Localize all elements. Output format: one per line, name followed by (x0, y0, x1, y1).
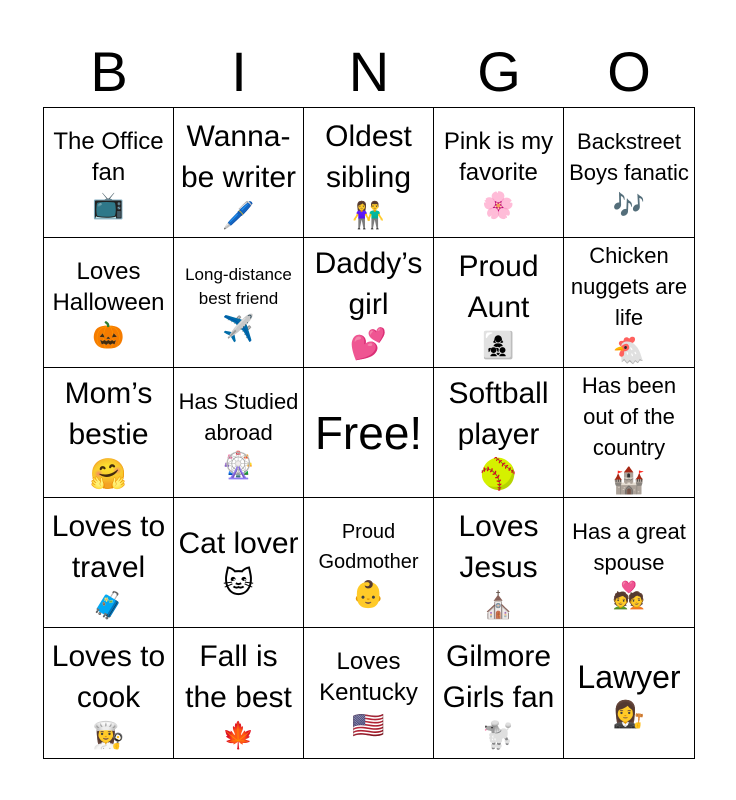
cell-emoji-icon: 👩‍⚖️ (612, 699, 646, 729)
header-letter-o: O (607, 40, 651, 103)
cell-emoji-icon: 👩‍🍳 (92, 720, 125, 750)
cell-emoji-icon: 🐔 (612, 335, 646, 365)
bingo-cell[interactable] (44, 238, 174, 368)
bingo-cell[interactable] (434, 238, 564, 368)
cell-label: Gilmore Girls fan (442, 640, 555, 714)
cell-label: Has a great spouse (572, 518, 686, 575)
bingo-cell[interactable] (174, 498, 304, 628)
bingo-cell[interactable] (174, 368, 304, 498)
cell-label: Chicken nuggets are life (570, 243, 688, 330)
cell-emoji-icon: 🎡 (222, 449, 255, 480)
bingo-cell[interactable] (564, 238, 694, 368)
bingo-cell[interactable] (564, 628, 694, 758)
cell-emoji-icon: 🐩 (482, 720, 515, 750)
cell-emoji-icon: 💑 (612, 579, 646, 610)
cell-emoji-icon: 👩‍👧‍👦 (482, 329, 515, 360)
bingo-cell[interactable] (434, 498, 564, 628)
cell-label: Proud Godmother (318, 520, 419, 573)
cell-emoji-icon: 🐱 (222, 567, 255, 600)
bingo-cell[interactable] (564, 368, 694, 498)
header-letter-b: B (90, 40, 128, 103)
bingo-cell[interactable] (434, 108, 564, 238)
cell-label: Mom’s bestie (64, 376, 153, 451)
cell-label: Has Studied abroad (178, 388, 299, 445)
bingo-header (44, 40, 694, 104)
cell-label: Free! (314, 406, 423, 459)
bingo-cell[interactable] (564, 108, 694, 238)
cell-label: Fall is the best (185, 640, 292, 714)
header-letter-n: N (348, 40, 390, 103)
cell-label: Loves Kentucky (319, 648, 418, 706)
cell-label: Cat lover (178, 527, 299, 560)
cell-emoji-icon: 💕 (349, 327, 388, 361)
bingo-cell[interactable] (304, 498, 434, 628)
cell-label: Oldest sibling (325, 119, 412, 194)
bingo-cell[interactable] (304, 628, 434, 758)
bingo-cell[interactable] (44, 108, 174, 238)
cell-emoji-icon: 🌸 (482, 189, 515, 220)
cell-emoji-icon: 👫 (352, 199, 385, 230)
cell-emoji-icon: 🧳 (92, 589, 125, 620)
bingo-cell[interactable] (564, 498, 694, 628)
bingo-cell[interactable] (174, 238, 304, 368)
cell-label: Loves Halloween (52, 257, 165, 316)
header-letter-i: I (231, 40, 247, 103)
bingo-cell[interactable] (174, 628, 304, 758)
bingo-cell[interactable] (174, 108, 304, 238)
cell-emoji-icon: 🍁 (222, 720, 255, 750)
bingo-cell[interactable] (434, 628, 564, 758)
bingo-cell[interactable] (44, 368, 174, 498)
cell-emoji-icon: 🤗 (89, 457, 128, 491)
cell-emoji-icon: ✈️ (222, 312, 255, 343)
cell-label: Has been out of the country (581, 373, 677, 460)
cell-label: Loves to cook (51, 640, 166, 714)
bingo-cell[interactable] (304, 108, 434, 238)
bingo-cell[interactable] (434, 368, 564, 498)
cell-emoji-icon: 🎃 (92, 319, 125, 350)
cell-label: Backstreet Boys fanatic (569, 128, 689, 185)
bingo-cell[interactable] (304, 368, 434, 498)
cell-emoji-icon: 🇺🇸 (352, 710, 385, 740)
bingo-cell[interactable] (304, 238, 434, 368)
cell-label: Softball player (448, 376, 549, 451)
cell-emoji-icon: 📺 (92, 189, 125, 220)
cell-label: Long-distance best friend (185, 264, 292, 308)
cell-emoji-icon: 🖊️ (222, 199, 255, 230)
cell-emoji-icon: 🥎 (479, 457, 518, 491)
cell-label: Loves Jesus (458, 509, 539, 584)
cell-label: The Office fan (53, 127, 164, 186)
cell-emoji-icon: 👶 (352, 578, 385, 609)
cell-emoji-icon: 🎶 (612, 189, 646, 220)
cell-label: Lawyer (577, 659, 681, 695)
cell-emoji-icon: ⛪ (482, 589, 515, 620)
bingo-cell[interactable] (44, 498, 174, 628)
bingo-cell[interactable] (44, 628, 174, 758)
cell-emoji-icon: 🏰 (612, 465, 646, 495)
cell-label: Proud Aunt (458, 249, 539, 324)
cell-label: Daddy’s girl (314, 246, 423, 321)
cell-label: Loves to travel (51, 509, 166, 584)
cell-label: Pink is my favorite (443, 127, 554, 186)
bingo-board (43, 107, 695, 759)
cell-label: Wanna-be writer (180, 119, 297, 194)
header-letter-g: G (477, 40, 521, 103)
